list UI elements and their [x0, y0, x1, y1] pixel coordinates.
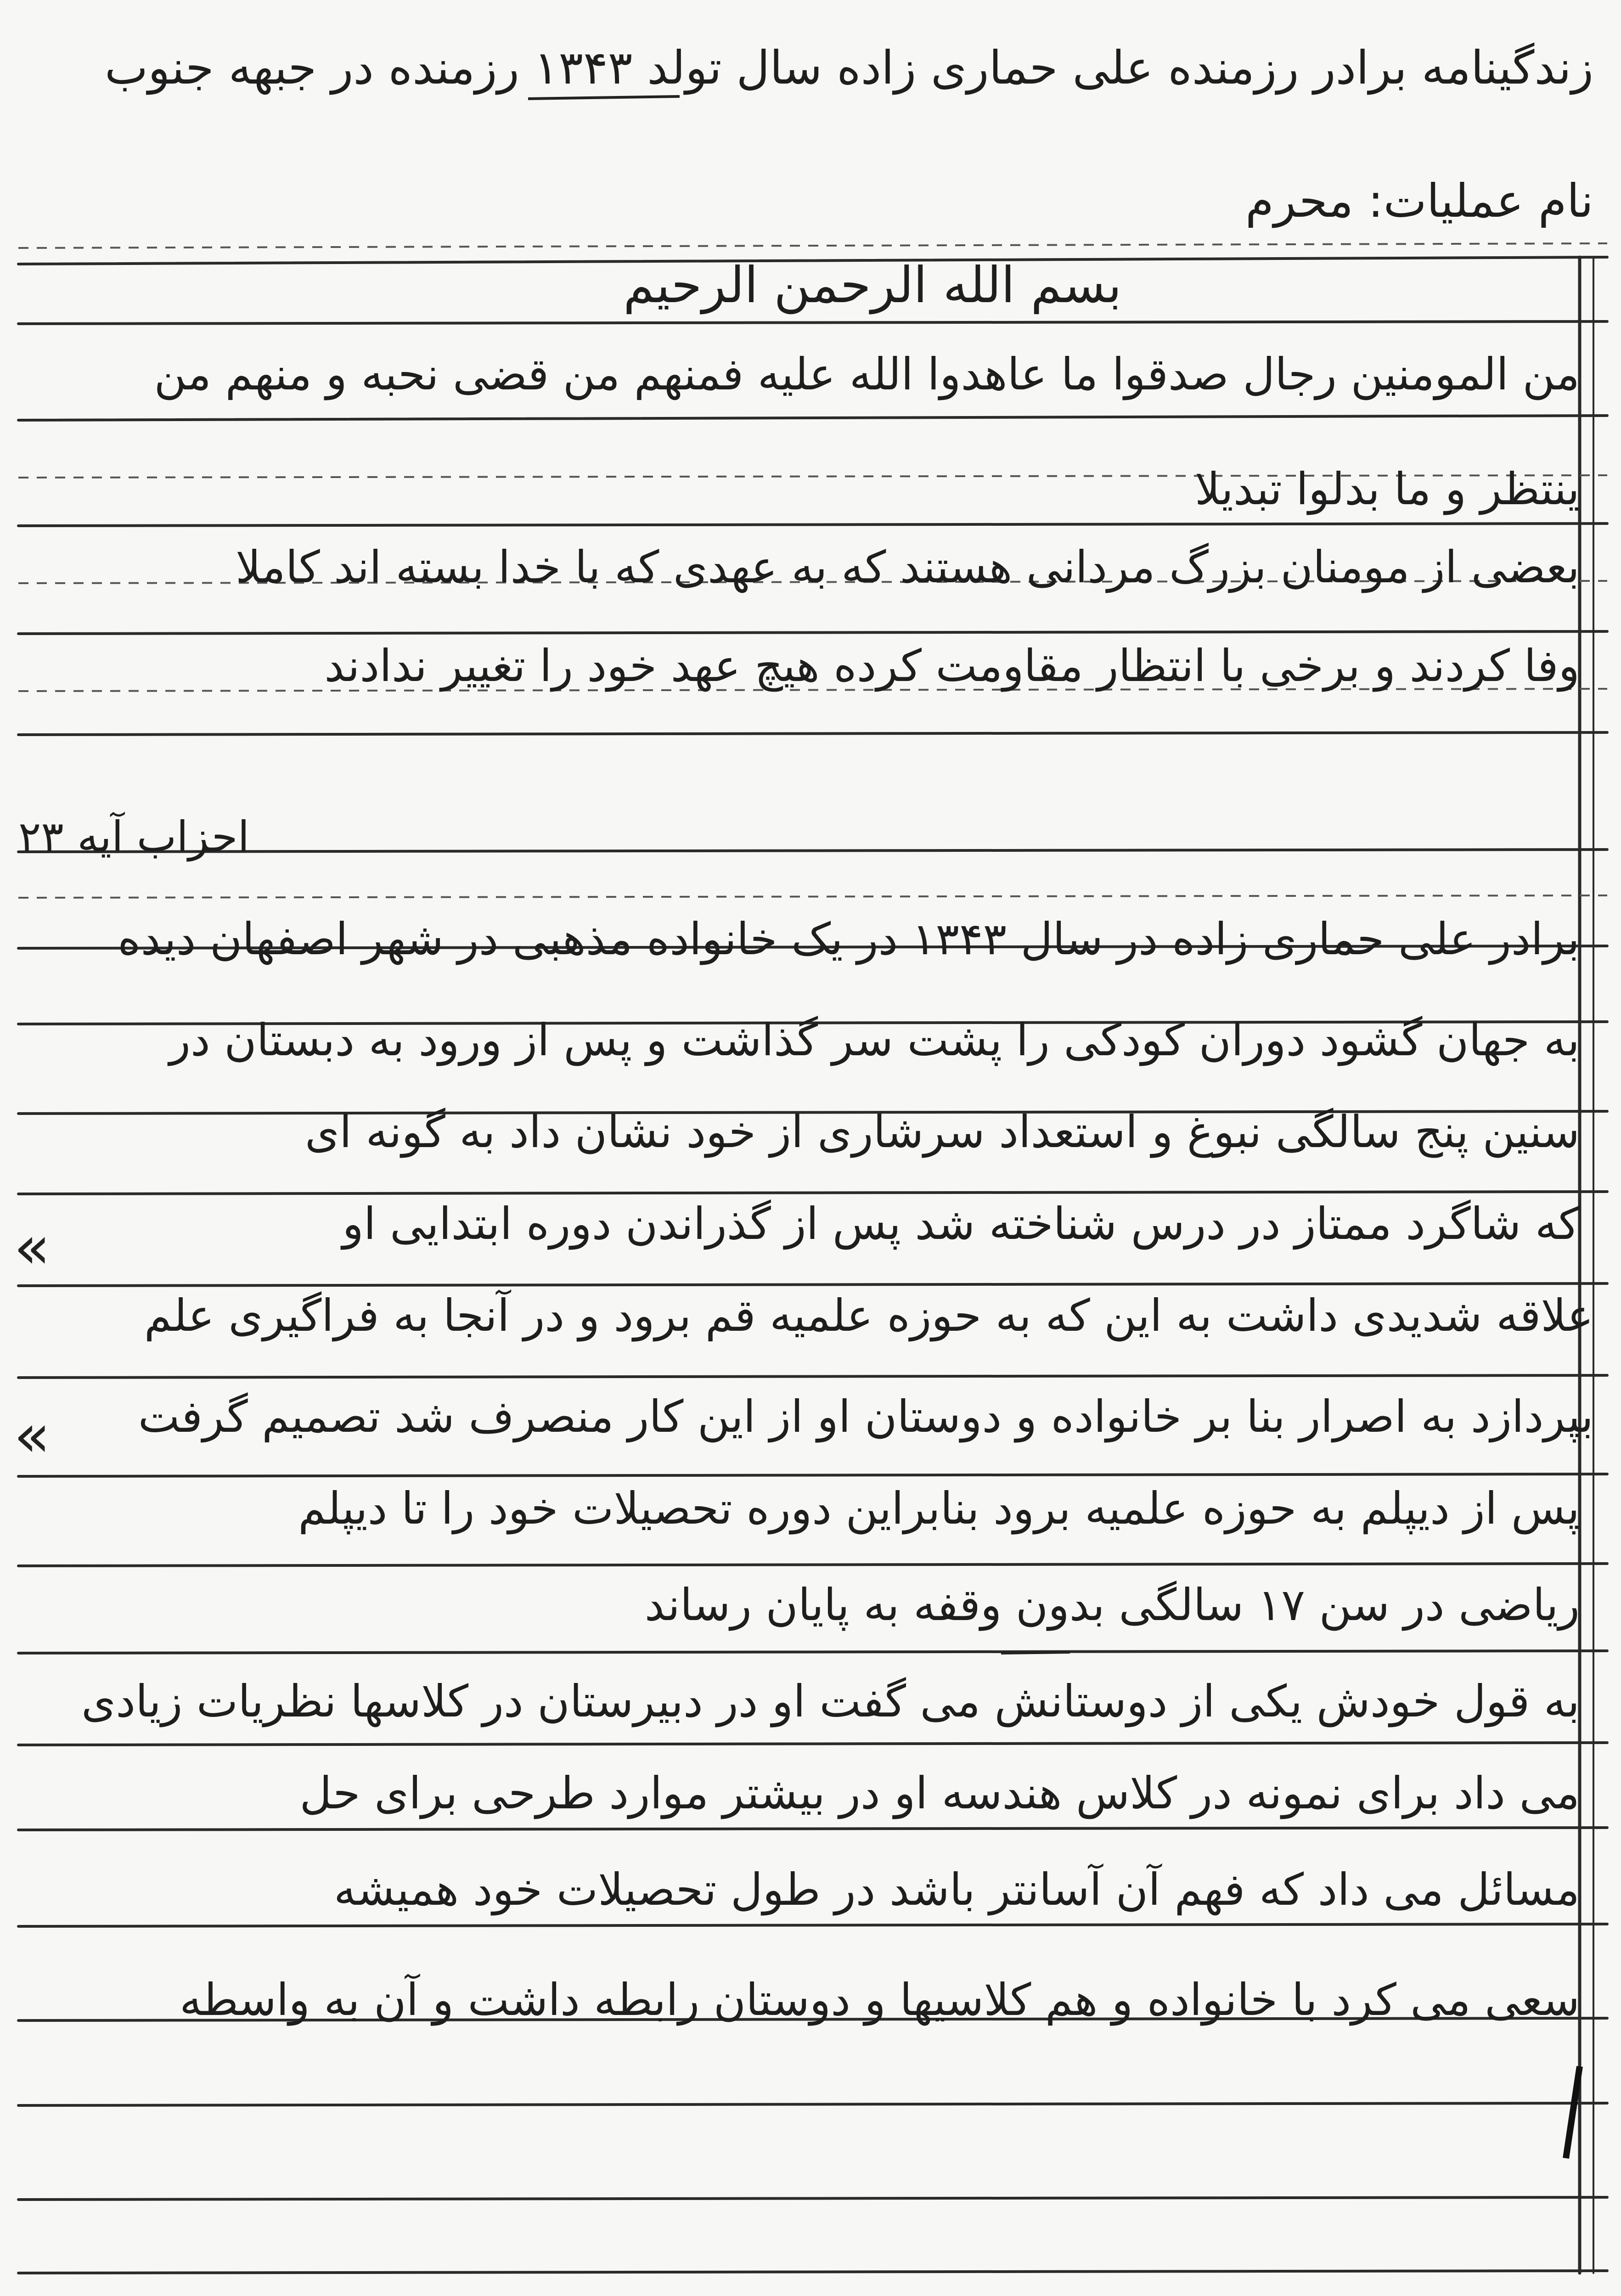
biography-line-4: که شاگرد ممتاز در درس شناخته شد پس از گذراندن دوره ابتدایی او [342, 1198, 1580, 1249]
biography-line-2: به جهان گشود دوران کودکی را پشت سر گذاشت و پس از ورود به دبستان در [169, 1014, 1580, 1066]
biography-line-5: علاقه شدیدی داشت به این که به حوزه علمیه قم برود و در آنجا به فراگیری علم [144, 1290, 1593, 1341]
biography-line-9: به قول خودش یکی از دوستانش می گفت او در دبیرستان در کلاسها نظریات زیادی [81, 1676, 1580, 1727]
biography-line-6: بپردازد به اصرار بنا بر خانواده و دوستان او از این کار منصرف شد تصمیم گرفت [138, 1391, 1593, 1442]
operation-name-line: نام عملیات: محرم [1245, 174, 1593, 228]
basmala: بسم الله الرحمن الرحیم [623, 257, 1122, 314]
biography-line-8: ریاضی در سن ۱۷ سالگی بدون وقفه به پایان رساند [644, 1579, 1580, 1631]
title-line: زندگینامه برادر رزمنده علی حماری زاده سال تولد ۱۳۴۳ رزمنده در جبهه جنوب [105, 41, 1593, 95]
pen-stroke-mark [1566, 2066, 1580, 2158]
verse-arabic-line-2: ینتظر و ما بدلوا تبدیلا [1194, 463, 1580, 515]
verse-translation-line-1: بعضی از مومنان بزرگ مردانی هستند که به عهدی که با خدا بسته اند کاملا [235, 541, 1580, 593]
biography-line-12: سعی می کرد با خانواده و هم کلاسیها و دوستان رابطه داشت و آن به واسطه [180, 1974, 1580, 2026]
verse-translation-line-2: وفا کردند و برخی با انتظار مقاومت کرده هیچ عهد خود را تغییر ندادند [324, 640, 1580, 692]
margin-mark-2: « [14, 1401, 51, 1470]
biography-line-3: سنین پنج سالگی نبوغ و استعداد سرشاری از خود نشان داد به گونه ای [305, 1106, 1580, 1158]
biography-line-7: پس از دیپلم به حوزه علمیه برود بنابراین دوره تحصیلات خود را تا دیپلم [298, 1483, 1580, 1534]
biography-line-10: می داد برای نمونه در کلاس هندسه او در بیشتر موارد طرحی برای حل [299, 1767, 1580, 1819]
biography-line-1: برادر علی حماری زاده در سال ۱۳۴۳ در یک خانواده مذهبی در شهر اصفهان دیده [118, 913, 1580, 965]
verse-reference: احزاب آیه ۲۳ [18, 812, 250, 861]
biography-line-11: مسائل می داد که فهم آن آسانتر باشد در طول تحصیلات خود همیشه [333, 1864, 1580, 1915]
margin-mark-1: « [14, 1212, 51, 1282]
verse-arabic-line-1: من المومنین رجال صدقوا ما عاهدوا الله علیه فمنهم من قضی نحبه و منهم من [154, 349, 1580, 400]
